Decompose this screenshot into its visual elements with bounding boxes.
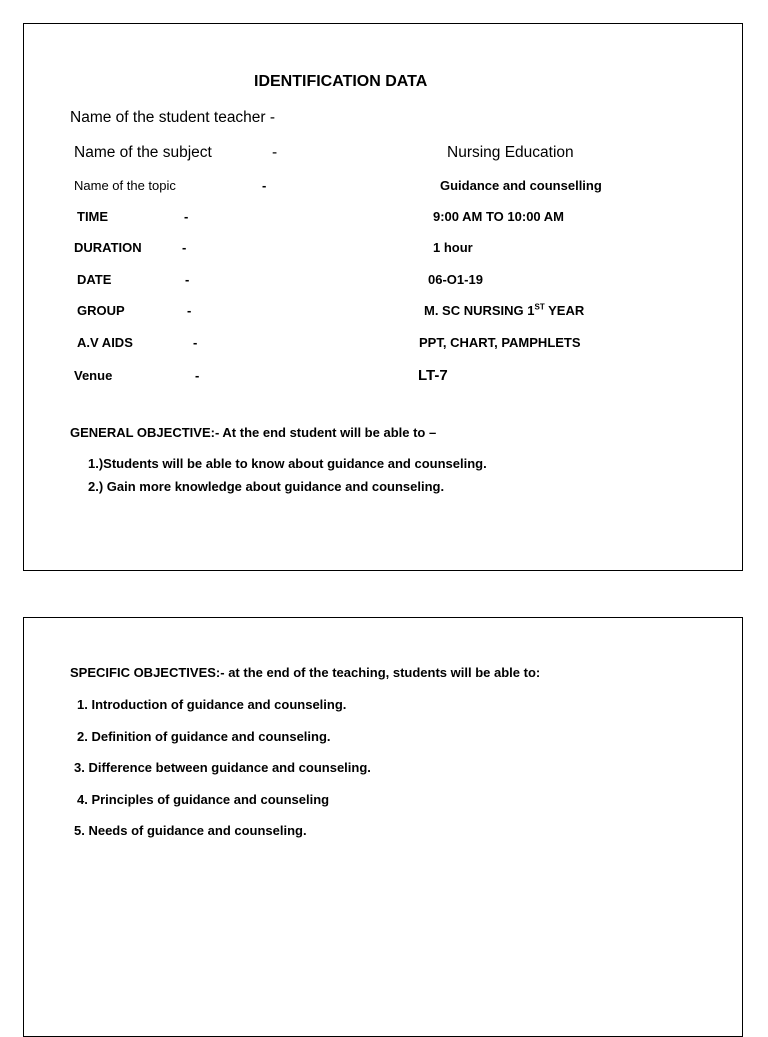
av-aids-dash: -: [193, 335, 198, 350]
specific-objective-item: 1. Introduction of guidance and counseling.: [77, 697, 347, 712]
general-objective-heading: GENERAL OBJECTIVE:- At the end student will be able to –: [70, 425, 437, 440]
av-aids-label: A.V AIDS: [77, 335, 133, 350]
av-aids-value: PPT, CHART, PAMPHLETS: [419, 335, 581, 350]
specific-objectives-heading: SPECIFIC OBJECTIVES:- at the end of the teaching, students will be able to:: [70, 665, 541, 680]
student-teacher-label: Name of the student teacher -: [70, 109, 276, 126]
venue-dash: -: [195, 368, 200, 383]
general-objective-item: 1.)Students will be able to know about guidance and counseling.: [88, 456, 487, 471]
venue-value: LT-7: [418, 367, 448, 384]
group-value: M. SC NURSING 1ST YEAR: [424, 302, 585, 318]
date-dash: -: [185, 272, 190, 287]
specific-objective-item: 3. Difference between guidance and counseling.: [74, 760, 371, 775]
topic-label: Name of the topic: [74, 178, 176, 193]
time-label: TIME: [77, 209, 109, 224]
specific-objectives-card: [23, 617, 743, 1037]
subject-value: Nursing Education: [447, 144, 574, 161]
duration-dash: -: [182, 240, 187, 255]
group-label: GROUP: [77, 303, 125, 318]
venue-label: Venue: [74, 368, 113, 383]
specific-objective-item: 4. Principles of guidance and counseling: [77, 792, 330, 807]
group-dash: -: [187, 303, 192, 318]
page-title: IDENTIFICATION DATA: [254, 73, 428, 90]
subject-label: Name of the subject: [74, 144, 212, 161]
time-dash: -: [184, 209, 189, 224]
time-value: 9:00 AM TO 10:00 AM: [433, 209, 565, 224]
subject-dash: -: [272, 144, 278, 161]
duration-label: DURATION: [74, 240, 142, 255]
specific-objective-item: 5. Needs of guidance and counseling.: [74, 823, 307, 838]
duration-value: 1 hour: [433, 240, 473, 255]
topic-value: Guidance and counselling: [440, 178, 602, 193]
date-label: DATE: [77, 272, 112, 287]
date-value: 06-O1-19: [428, 272, 483, 287]
identification-card: [23, 23, 743, 571]
specific-objective-item: 2. Definition of guidance and counseling.: [77, 729, 331, 744]
topic-dash: -: [262, 178, 267, 193]
general-objective-item: 2.) Gain more knowledge about guidance and counseling.: [88, 479, 445, 494]
